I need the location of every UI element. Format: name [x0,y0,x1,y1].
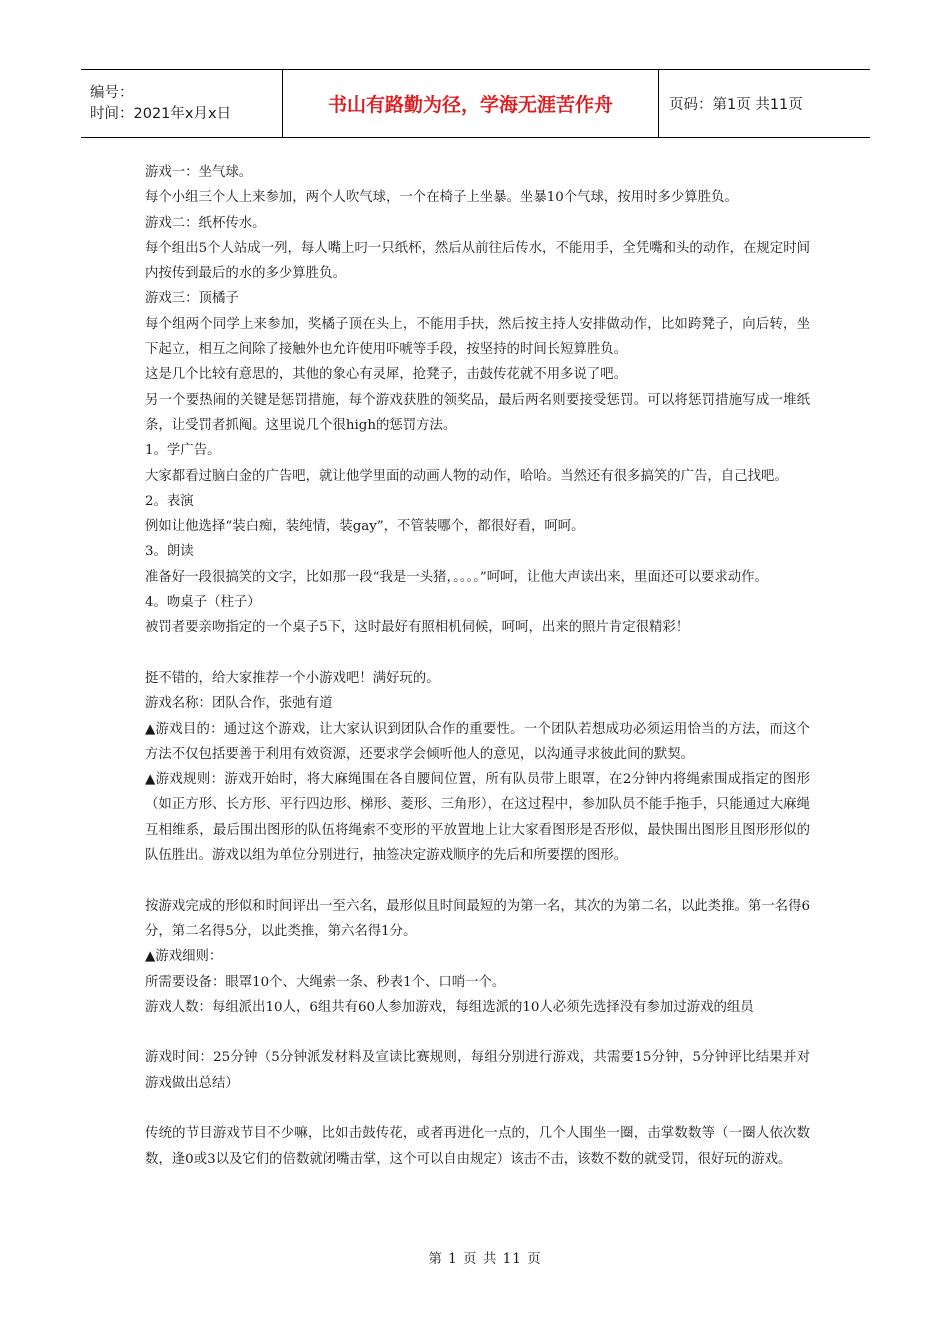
body-paragraph: 这是几个比较有意思的，其他的象心有灵犀，抢凳子，击鼓传花就不用多说了吧。 [145,367,628,383]
body-paragraph: 被罚者要亲吻指定的一个桌子5下，这时最好有照相机伺候，呵呵，出来的照片肯定很精彩！ [145,620,690,636]
body-paragraph: 1。学广告。 [145,443,221,459]
body-paragraph: 2。表演 [145,493,194,509]
body-paragraph: 游戏一：坐气球。 [145,165,253,180]
body-paragraph: 按游戏完成的形似和时间评出一至六名，最形似且时间最短的为第一名，其次的为第二名，以此类推。第一名得6分，第二名得5分，以此类推，第六名得1分。 [145,898,810,939]
body-paragraph: 游戏人数：每组派出10人，6组共有60人参加游戏，每组选派的10人必须先选择没有参加过游戏的组员 [145,999,754,1015]
body-paragraph: ▲游戏规则：游戏开始时，将大麻绳围在各自腰间位置，所有队员带上眼罩，在2分钟内将绳索围成指定的图形（如正方形、长方形、平行四边形、梯形、菱形、三角形），在这过程中，参加队员不能手拖手，只能通过大麻绳互相维系，最后围出图形的队伍将绳索不变形的平放置地上让大家看图形是否形似，最快围出图形且图形形似的队伍胜出。游戏以组为单位分别进行，抽签决定游戏顺序的先后和所要摆的图形。 [145,772,810,864]
blank-line [145,868,810,893]
body-paragraph: 例如让他选择“装白痴，装纯情，装gay”，不管装哪个，都很好看，呵呵。 [145,519,585,535]
header-page-number: 页码：第1页 共11页 [669,97,803,113]
body-paragraph: 游戏名称：团队合作，张弛有道 [145,696,333,712]
body-paragraph: 游戏二：纸杯传水。 [145,215,266,231]
blank-line [145,1096,810,1121]
body-paragraph: 游戏时间：25分钟（5分钟派发材料及宣读比赛规则，每组分别进行游戏，共需要15分钟，5分钟评比结果并对游戏做出总结） [145,1050,810,1091]
body-paragraph: 4。吻桌子（柱子） [145,595,261,611]
body-paragraph: ▲游戏细则： [145,949,223,965]
body-paragraph: 准备好一段很搞笑的文字，比如那一段“我是一头猪，。。。。”呵呵，让他大声读出来，里面还可以要求动作。 [145,569,768,585]
body-paragraph: 游戏三：顶橘子 [145,291,239,307]
header-info-cell [81,70,283,137]
body-paragraph: 传统的节目游戏节目不少嘛，比如击鼓传花，或者再进化一点的，几个人围坐一圈，击掌数数等（一圈人依次数数，逢0或3以及它们的倍数就闭嘴击掌，这个可以自由规定）该击不击，该数不数的就受罚，很好玩的游戏。 [145,1126,810,1167]
header-motto-cell [283,70,659,137]
body-paragraph: 3。朗读 [145,544,194,560]
body-paragraph: 所需要设备：眼罩10个、大绳索一条、秒表1个、口哨一个。 [145,974,506,990]
document-number-label: 编号： [90,84,134,101]
body-paragraph: 大家都看过脑白金的广告吧，就让他学里面的动画人物的动作，哈哈。当然还有很多搞笑的广告，自己找吧。 [145,468,788,484]
body-paragraph: 每个组两个同学上来参加，奖橘子顶在头上，不能用手扶，然后按主持人安排做动作，比如跨凳子，向后转，坐下起立，相互之间除了接触外也允许使用吓唬等手段，按坚持的时间长短算胜负。 [145,316,810,358]
header-page-cell [659,70,870,137]
body-paragraph: 另一个要热闹的关键是惩罚措施，每个游戏获胜的领奖品，最后两名则要接受惩罚。可以将惩罚措施写成一堆纸条，让受罚者抓阄。这里说几个很high的惩罚方法。 [145,392,810,433]
body-paragraph: 挺不错的，给大家推荐一个小游戏吧！满好玩的。 [145,670,440,686]
header-table [81,69,870,138]
header-motto: 书山有路勤为径，学海无涯苦作舟 [327,94,613,116]
body-paragraph: 每个小组三个人上来参加，两个人吹气球，一个在椅子上坐暴。坐暴10个气球，按用时多少算胜负。 [145,190,738,206]
body-paragraph: 每个组出5个人站成一列，每人嘴上叼一只纸杯，然后从前往后传水，不能用手，全凭嘴和头的动作，在规定时间内按传到最后的水的多少算胜负。 [145,240,810,282]
document-body [145,160,810,1172]
blank-line [145,1020,810,1045]
page-footer: 第 1 页 共 11 页 [428,1251,542,1267]
blank-line [145,641,810,666]
body-paragraph: ▲游戏目的：通过这个游戏，让大家认识到团队合作的重要性。一个团队若想成功必须运用恰当的方法，而这个方法不仅包括要善于利用有效资源，还要求学会倾听他人的意见，以沟通寻求彼此间的默契。 [145,721,810,762]
document-date-label: 时间：2021年x月x日 [90,105,232,122]
